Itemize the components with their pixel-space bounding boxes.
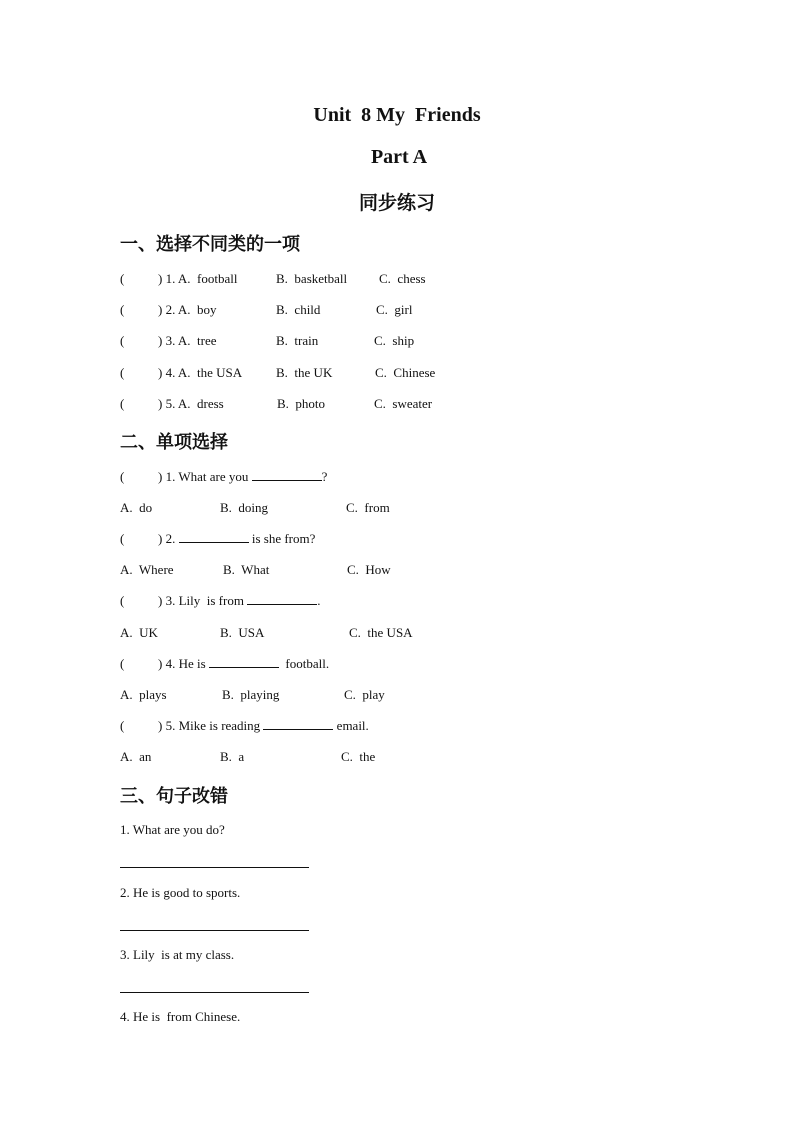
- question-text: ) 4. He is: [158, 656, 209, 671]
- answer-paren[interactable]: (: [120, 396, 125, 411]
- answer-blank[interactable]: [209, 656, 279, 668]
- option-c: C. girl: [376, 302, 413, 317]
- option-c: C. Chinese: [375, 365, 436, 380]
- option-c: C. sweater: [374, 396, 433, 411]
- option-c: C. the USA: [349, 625, 413, 640]
- answer-blank[interactable]: [263, 718, 333, 730]
- question-line: [158, 718, 369, 734]
- option-a: A. an: [120, 749, 152, 764]
- answer-paren[interactable]: (: [120, 302, 125, 317]
- question-text: ) 4. A. the USA: [158, 365, 243, 380]
- question-text-end: email.: [333, 718, 369, 733]
- answer-paren[interactable]: (: [120, 333, 125, 348]
- section-1-heading: 一、选择不同类的一项: [120, 234, 300, 255]
- question-text-end: ?: [321, 469, 328, 484]
- option-a: A. Where: [120, 562, 174, 577]
- question-text-end: football.: [278, 656, 330, 671]
- page-title: Unit 8 My Friends: [313, 104, 481, 126]
- question-line: [158, 531, 315, 547]
- option-c: C. the: [341, 749, 376, 764]
- error-sentence: 2. He is good to sports.: [120, 885, 241, 900]
- error-sentence: 4. He is from Chinese.: [120, 1009, 241, 1024]
- answer-line[interactable]: [120, 930, 309, 931]
- section-2-heading: 二、单项选择: [120, 432, 228, 453]
- option-c: C. How: [347, 562, 391, 577]
- answer-blank[interactable]: [179, 531, 249, 543]
- answer-paren[interactable]: (: [120, 593, 125, 608]
- answer-blank[interactable]: [252, 469, 322, 481]
- answer-line[interactable]: [120, 992, 309, 993]
- answer-paren[interactable]: (: [120, 469, 125, 484]
- answer-paren[interactable]: (: [120, 531, 125, 546]
- question-line: [158, 656, 329, 672]
- question-text: ) 5. Mike is reading: [158, 718, 264, 733]
- question-text: ) 2.: [158, 531, 179, 546]
- option-b: B. train: [276, 333, 319, 348]
- error-sentence: 1. What are you do?: [120, 822, 225, 837]
- answer-paren[interactable]: (: [120, 271, 125, 286]
- option-a: A. UK: [120, 625, 158, 640]
- option-b: B. USA: [220, 625, 265, 640]
- question-text: ) 2. A. boy: [158, 302, 217, 317]
- option-c: C. ship: [374, 333, 415, 348]
- option-a: A. do: [120, 500, 153, 515]
- option-b: B. doing: [220, 500, 269, 515]
- question-line: [158, 593, 320, 609]
- question-text: ) 5. A. dress: [158, 396, 224, 411]
- section-3-heading: 三、句子改错: [120, 786, 228, 807]
- answer-paren[interactable]: (: [120, 718, 125, 733]
- question-line: [158, 469, 327, 485]
- option-b: B. playing: [222, 687, 280, 702]
- page-heading: 同步练习: [358, 192, 435, 214]
- question-text-end: .: [317, 593, 321, 608]
- answer-line[interactable]: [120, 867, 309, 868]
- error-sentence: 3. Lily is at my class.: [120, 947, 235, 962]
- option-b: B. basketball: [276, 271, 348, 286]
- option-b: B. a: [220, 749, 245, 764]
- option-c: C. play: [344, 687, 385, 702]
- option-a: A. plays: [120, 687, 167, 702]
- question-text: ) 1. A. football: [158, 271, 238, 286]
- answer-blank[interactable]: [247, 593, 317, 605]
- answer-paren[interactable]: (: [120, 365, 125, 380]
- option-b: B. the UK: [276, 365, 333, 380]
- question-text: ) 3. A. tree: [158, 333, 217, 348]
- option-c: C. chess: [379, 271, 426, 286]
- question-text-end: is she from?: [248, 531, 316, 546]
- option-b: B. What: [223, 562, 270, 577]
- question-text: ) 1. What are you: [158, 469, 252, 484]
- answer-paren[interactable]: (: [120, 656, 125, 671]
- option-b: B. child: [276, 302, 321, 317]
- option-b: B. photo: [277, 396, 326, 411]
- page-subtitle: Part A: [370, 146, 428, 168]
- question-text: ) 3. Lily is from: [158, 593, 248, 608]
- option-c: C. from: [346, 500, 390, 515]
